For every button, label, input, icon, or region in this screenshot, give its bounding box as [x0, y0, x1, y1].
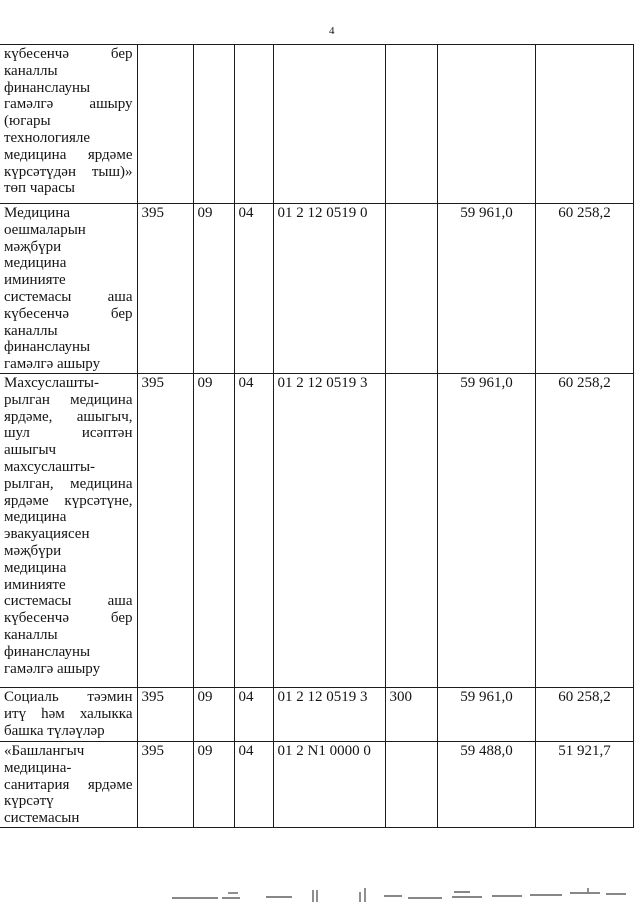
table-row — [0, 687, 633, 741]
name-line: башка түләүләр — [4, 722, 105, 739]
scan-noise — [170, 880, 630, 904]
name-line: оешмаларын — [4, 221, 86, 238]
table-row — [0, 204, 633, 374]
name-line: Медицина — [4, 205, 70, 221]
expense-type-cell: 300 — [385, 687, 437, 741]
name-line: финанслауны — [4, 643, 91, 660]
name-text — [4, 46, 133, 197]
table-row — [0, 45, 633, 204]
name-line: финанслауны — [4, 339, 91, 356]
name-line: гамәлгә ашыру — [4, 660, 101, 677]
name-line: каналлы — [4, 626, 58, 643]
name-line: итү һәм халыкка — [4, 705, 133, 722]
name-line: медицина — [4, 559, 67, 576]
table-row — [0, 373, 633, 687]
name-line: рылган медицина — [4, 391, 133, 408]
name-text — [4, 689, 133, 739]
subsection-code-cell: 04 — [234, 204, 273, 374]
name-line: системасы аша — [4, 288, 133, 305]
name-line: мәҗбүри — [4, 542, 62, 559]
ved-code-cell: 395 — [137, 373, 193, 687]
name-line: каналлы — [4, 322, 58, 339]
name-line: рылган, медицина — [4, 475, 133, 492]
name-line: гамәлгә ашыру — [4, 96, 133, 113]
name-line: иминияте — [4, 576, 66, 593]
name-line: технологияле — [4, 129, 91, 146]
name-line: ашыгыч — [4, 442, 57, 459]
name-text — [4, 743, 133, 827]
name-cell — [0, 373, 137, 687]
expense-type-cell — [385, 204, 437, 374]
amount-cell-1 — [437, 45, 535, 204]
name-line: системасы аша — [4, 593, 133, 610]
section-code-cell: 09 — [193, 373, 234, 687]
ved-code-cell: 395 — [137, 687, 193, 741]
section-code-cell: 09 — [193, 687, 234, 741]
subsection-code-cell: 04 — [234, 373, 273, 687]
scan-mark — [360, 888, 365, 902]
name-line: медицина — [4, 255, 67, 272]
scan-mark — [452, 892, 482, 897]
name-line: эвакуациясен — [4, 526, 90, 543]
amount-cell-2: 60 258,2 — [535, 687, 633, 741]
name-text — [4, 375, 133, 677]
name-line: күбесенчә бер — [4, 610, 133, 627]
ved-code-cell — [137, 45, 193, 204]
amount-cell-2: 51 921,7 — [535, 741, 633, 827]
subsection-code-cell — [234, 45, 273, 204]
section-code-cell: 09 — [193, 204, 234, 374]
name-text — [4, 205, 133, 373]
name-line: күрсәтү — [4, 793, 54, 810]
name-line: шул исәптән — [4, 425, 133, 442]
amount-cell-2: 60 258,2 — [535, 204, 633, 374]
target-article-cell: 01 2 12 0519 0 — [273, 204, 385, 374]
name-line: медицина — [4, 509, 67, 526]
amount-cell-1: 59 961,0 — [437, 373, 535, 687]
target-article-cell — [273, 45, 385, 204]
ved-code-cell: 395 — [137, 204, 193, 374]
section-code-cell — [193, 45, 234, 204]
expense-type-cell — [385, 373, 437, 687]
name-line: системасын — [4, 810, 80, 827]
name-line: медицина ярдәме — [4, 146, 133, 163]
name-cell — [0, 204, 137, 374]
name-line: төп чарасы — [4, 180, 75, 197]
name-cell — [0, 687, 137, 741]
name-line: гамәлгә ашыру — [4, 356, 101, 373]
amount-cell-2: 60 258,2 — [535, 373, 633, 687]
target-article-cell: 01 2 12 0519 3 — [273, 687, 385, 741]
name-line: күбесенчә бер — [4, 46, 133, 62]
name-line: ярдәме, ашыгыч, — [4, 408, 133, 425]
name-line: медицина- — [4, 759, 72, 776]
name-line: күбесенчә бер — [4, 305, 133, 322]
name-cell — [0, 45, 137, 204]
name-line: Социаль тәэмин — [4, 688, 133, 705]
scan-noise-marks — [172, 888, 626, 902]
name-cell — [0, 741, 137, 827]
expense-type-cell — [385, 741, 437, 827]
amount-cell-2 — [535, 45, 633, 204]
page-number: 4 — [329, 25, 335, 37]
ved-code-cell: 395 — [137, 741, 193, 827]
amount-cell-1: 59 961,0 — [437, 204, 535, 374]
subsection-code-cell: 04 — [234, 741, 273, 827]
table-row — [0, 741, 633, 827]
subsection-code-cell: 04 — [234, 687, 273, 741]
target-article-cell: 01 2 N1 0000 0 — [273, 741, 385, 827]
target-article-cell: 01 2 12 0519 3 — [273, 373, 385, 687]
name-line: Махсуслашты- — [4, 374, 100, 391]
section-code-cell: 09 — [193, 741, 234, 827]
name-line: санитария ярдәме — [4, 776, 133, 793]
name-line: финанслауны — [4, 79, 91, 96]
name-line: күрсәтүдән тыш)» — [4, 163, 133, 180]
budget-table — [0, 44, 634, 828]
name-line: каналлы — [4, 62, 58, 79]
name-line: (югары — [4, 113, 51, 130]
scan-mark — [313, 890, 317, 902]
expense-type-cell — [385, 45, 437, 204]
amount-cell-1: 59 488,0 — [437, 741, 535, 827]
amount-cell-1: 59 961,0 — [437, 687, 535, 741]
name-line: махсуслашты- — [4, 458, 96, 475]
name-line: ярдәме күрсәтүне, — [4, 492, 133, 509]
name-line: иминияте — [4, 272, 66, 289]
name-line: мәҗбүри — [4, 238, 62, 255]
name-line: «Башлангыч — [4, 742, 85, 759]
